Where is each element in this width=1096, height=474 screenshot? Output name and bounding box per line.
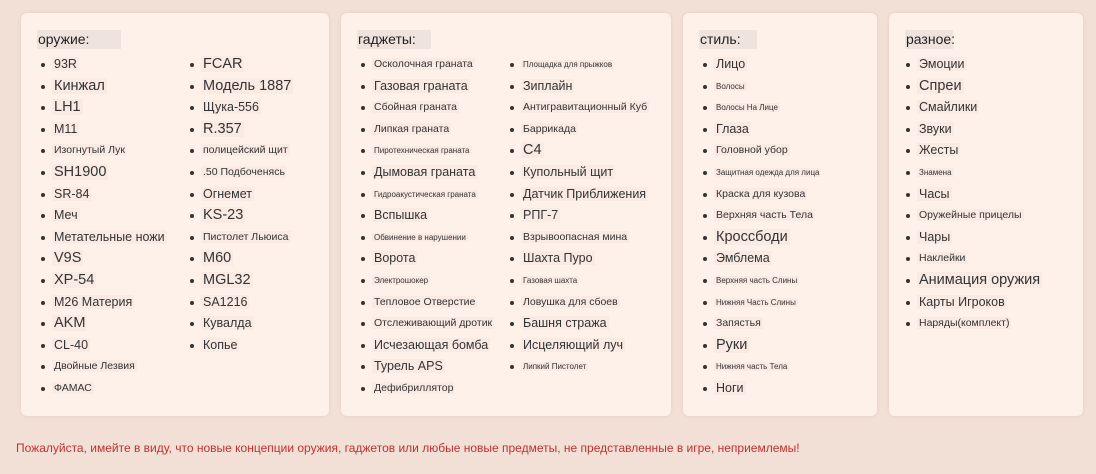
list-item: Антигравитационный Куб — [507, 97, 649, 119]
style-card — [683, 13, 877, 416]
list-item: Купольный щит — [507, 162, 649, 184]
list-item: Тепловое Отверстие — [358, 292, 494, 314]
list-item: Часы — [903, 184, 1042, 206]
list-item: Электрошокер — [358, 270, 494, 292]
gadgets-list-2 — [507, 54, 649, 378]
list-item: Турель APS — [358, 356, 494, 378]
list-item: .50 Подбоченясь — [187, 162, 293, 184]
weapons-card — [21, 13, 329, 416]
list-item: Краска для кузова — [700, 184, 821, 206]
list-item: SH1900 — [38, 162, 167, 184]
gadgets-title: гаджеты: — [357, 30, 431, 49]
list-item: AKM — [38, 313, 167, 335]
list-item: Ворота — [358, 248, 494, 270]
list-item: CL-40 — [38, 335, 167, 357]
list-item: Изогнутый Лук — [38, 140, 167, 162]
list-item: LH1 — [38, 97, 167, 119]
list-item: SA1216 — [187, 292, 293, 314]
weapons-list-2 — [187, 54, 293, 356]
misc-card — [889, 13, 1083, 416]
list-item: Наряды(комплект) — [903, 313, 1042, 335]
list-item: Пиротехническая граната — [358, 140, 494, 162]
list-item: Двойные Лезвия — [38, 356, 167, 378]
list-item: FCAR — [187, 54, 293, 76]
list-item: Шахта Пуро — [507, 248, 649, 270]
list-item: Щука-556 — [187, 97, 293, 119]
list-item: ФАМАС — [38, 378, 167, 400]
weapons-title: оружие: — [37, 30, 121, 49]
list-item: Ловушка для сбоев — [507, 292, 649, 314]
list-item: Огнемет — [187, 184, 293, 206]
list-item: Площадка для прыжков — [507, 54, 649, 76]
list-item: Гидроакустическая граната — [358, 184, 494, 206]
list-item: Волосы — [700, 76, 821, 98]
gadgets-card — [341, 13, 671, 416]
list-item: Исцеляющий луч — [507, 335, 649, 357]
gadgets-list-1 — [358, 54, 494, 400]
list-item: Газовая шахта — [507, 270, 649, 292]
list-item: MGL32 — [187, 270, 293, 292]
list-item: 93R — [38, 54, 167, 76]
list-item: R.357 — [187, 119, 293, 141]
list-item: Башня стража — [507, 313, 649, 335]
list-item: Меч — [38, 205, 167, 227]
list-item: Головной убор — [700, 140, 821, 162]
list-item: Модель 1887 — [187, 76, 293, 98]
list-item: Взрывоопасная мина — [507, 227, 649, 249]
list-item: Дымовая граната — [358, 162, 494, 184]
list-item: Осколочная граната — [358, 54, 494, 76]
list-item: Исчезающая бомба — [358, 335, 494, 357]
list-item: Глаза — [700, 119, 821, 141]
list-item: Эмоции — [903, 54, 1042, 76]
list-item: KS-23 — [187, 205, 293, 227]
list-item: M26 Материя — [38, 292, 167, 314]
list-item: M60 — [187, 248, 293, 270]
notice-text: Пожалуйста, имейте в виду, что новые концепции оружия, гаджетов или любые новые предметы, не представленные в игре, неприемлемы! — [16, 441, 800, 455]
list-item: Липкая граната — [358, 119, 494, 141]
list-item: Дефибриллятор — [358, 378, 494, 400]
list-item: Карты Игроков — [903, 292, 1042, 314]
list-item: Газовая граната — [358, 76, 494, 98]
list-item: V9S — [38, 248, 167, 270]
list-item: Баррикада — [507, 119, 649, 141]
misc-list — [903, 54, 1042, 335]
list-item: Верхняя часть Слины — [700, 270, 821, 292]
list-item: Отслеживающий дротик — [358, 313, 494, 335]
list-item: Анимация оружия — [903, 270, 1042, 292]
list-item: Волосы На Лице — [700, 97, 821, 119]
list-item: Звуки — [903, 119, 1042, 141]
list-item: Спреи — [903, 76, 1042, 98]
list-item: Копье — [187, 335, 293, 357]
list-item: Лицо — [700, 54, 821, 76]
list-item: Метательные ножи — [38, 227, 167, 249]
list-item: Нижняя часть Тела — [700, 356, 821, 378]
list-item: Запястья — [700, 313, 821, 335]
list-item: Липкий Пистолет — [507, 356, 649, 378]
list-item: Вспышка — [358, 205, 494, 227]
style-list — [700, 54, 821, 400]
list-item: C4 — [507, 140, 649, 162]
list-item: Оружейные прицелы — [903, 205, 1042, 227]
list-item: Пистолет Льюиса — [187, 227, 293, 249]
list-item: Кроссбоди — [700, 227, 821, 249]
list-item: Верхняя часть Тела — [700, 205, 821, 227]
list-item: Обвинение в нарушении — [358, 227, 494, 249]
list-item: Смайлики — [903, 97, 1042, 119]
misc-title: разное: — [906, 31, 956, 47]
list-item: Защитная одежда для лица — [700, 162, 821, 184]
list-item: M11 — [38, 119, 167, 141]
style-title: стиль: — [699, 30, 757, 49]
list-item: Зиплайн — [507, 76, 649, 98]
list-item: полицейский щит — [187, 140, 293, 162]
weapons-list-1 — [38, 54, 167, 400]
list-item: Кувалда — [187, 313, 293, 335]
list-item: Датчик Приближения — [507, 184, 649, 206]
list-item: Знамена — [903, 162, 1042, 184]
list-item: Наклейки — [903, 248, 1042, 270]
list-item: Сбойная граната — [358, 97, 494, 119]
list-item: Нижняя Часть Слины — [700, 292, 821, 314]
list-item: SR-84 — [38, 184, 167, 206]
list-item: Руки — [700, 335, 821, 357]
list-item: РПГ-7 — [507, 205, 649, 227]
list-item: Кинжал — [38, 76, 167, 98]
list-item: Чары — [903, 227, 1042, 249]
list-item: XP-54 — [38, 270, 167, 292]
list-item: Жесты — [903, 140, 1042, 162]
list-item: Эмблема — [700, 248, 821, 270]
list-item: Ноги — [700, 378, 821, 400]
